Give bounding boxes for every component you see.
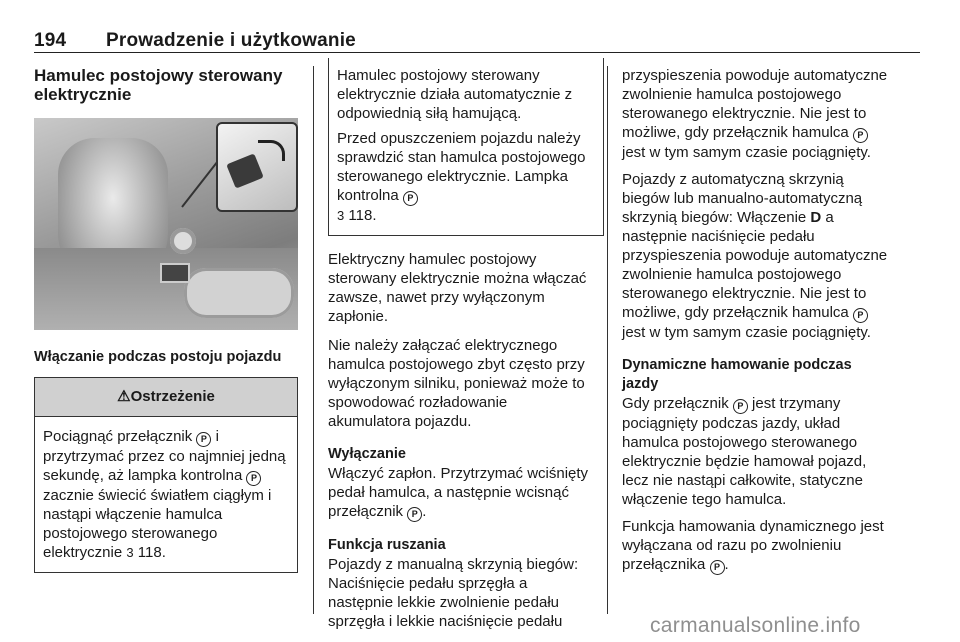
paragraph [622, 66, 890, 162]
parking-brake-icon: P [407, 507, 422, 522]
parking-brake-icon: P [733, 399, 748, 414]
page-reference[interactable]: 118. [348, 207, 377, 224]
warning-text: zacznie świecić światłem ciągłym i nastąpi włączenie hamulca postojowego sterowanego elektrycznie [43, 487, 272, 561]
paragraph [622, 170, 890, 342]
parking-brake-icon: P [196, 432, 211, 447]
paragraph [622, 517, 890, 575]
page-ref-arrow-icon: 3 [126, 545, 134, 560]
page-header [34, 30, 356, 52]
parking-brake-icon: P [853, 308, 868, 323]
paragraph-text: a następnie naciśnięcie pedału przyspieszenia powoduje automatyczne zwolnienie hamulca postojowego sterowanego elektrycznie. Nie jest to możliwe, gdy przełącznik hamulca [622, 209, 888, 321]
subheading-drive-away: Funkcja ruszania [328, 537, 446, 553]
page-reference[interactable]: 118. [137, 544, 166, 561]
paragraph [622, 394, 890, 509]
switch-detail-inset [216, 122, 298, 212]
control-knob-shape [170, 228, 196, 254]
column-1 [34, 58, 298, 573]
parking-brake-photo [34, 118, 298, 330]
figure-caption: Włączanie podczas postoju pojazdu [34, 349, 282, 365]
watermark: carmanualsonline.info [650, 614, 861, 637]
paragraph-text: Gdy przełącznik [622, 395, 733, 412]
column-3 [622, 66, 890, 585]
warning-body [35, 417, 297, 572]
header-rule [34, 52, 920, 53]
paragraph: Pojazdy z manualną skrzynią biegów: Naciśnięcie pedału sprzęgła a następnie lekkie zwolnienie pedału sprzęgła i lekkie naciśnięcie pedału [328, 556, 579, 630]
parking-brake-icon: P [853, 128, 868, 143]
parking-brake-icon: P [246, 471, 261, 486]
warning-header [35, 378, 297, 417]
gear-letter: D [810, 209, 822, 226]
column-divider-2 [607, 66, 608, 614]
paragraph-text: jest trzymany pociągnięty podczas jazdy, układ hamulca postojowego sterowanego elektrycznie będzie hamował pojazd, lecz nie nastąpi całkowite, statyczne włączenie tego hamulca. [622, 395, 867, 508]
warning-text: i przytrzymać przez co najmniej jedną sekundę, aż lampka kontrolna [43, 428, 286, 484]
info-box [328, 58, 604, 236]
paragraph-text: przyspieszenia powoduje automatyczne zwolnienie hamulca postojowego sterowanego elektrycznie. Nie jest to możliwe, gdy przełącznik hamulca [622, 67, 888, 141]
parking-brake-switch-shape [160, 263, 190, 283]
paragraph: Nie należy załączać elektrycznego hamulca postojowego zbyt często przy wyłączonym silniku, ponieważ może to spowodować rozładowanie akumulatora pojazdu. [328, 337, 585, 430]
info-text: Przed opuszczeniem pojazdu należy sprawdzić stan hamulca postojowego sterowanego elektrycznie. Lampka kontrolna [337, 130, 586, 204]
paragraph-text: jest w tym samym czasie pociągnięty. [622, 144, 871, 161]
page-number: 194 [34, 30, 67, 51]
paragraph-text: . [422, 503, 427, 520]
warning-text: Pociągnąć przełącznik [43, 428, 197, 445]
paragraph-text: Pojazdy z automatyczną skrzynią biegów lub manualno-automatyczną skrzynią biegów: Włączenie [622, 171, 863, 226]
parking-brake-icon: P [403, 191, 418, 206]
pull-arrow-icon [258, 140, 285, 161]
subheading-dynamic-braking: Dynamiczne hamowanie podczas jazdy [622, 357, 852, 392]
column-2 [328, 58, 592, 641]
subheading-release: Wyłączanie [328, 446, 406, 462]
paragraph: Elektryczny hamulec postojowy sterowany elektrycznie można włączać zawsze, nawet przy wyłączonym zapłonie. [328, 251, 587, 325]
section-title: Hamulec postojowy sterowany elektrycznie [34, 66, 283, 104]
paragraph [328, 464, 592, 522]
info-paragraph: Hamulec postojowy sterowany elektrycznie działa automatycznie z odpowiednią siłą hamującą. [337, 67, 573, 122]
parking-brake-icon: P [710, 560, 725, 575]
paragraph-text: jest w tym samym czasie pociągnięty. [622, 324, 871, 341]
column-divider-1 [313, 66, 314, 614]
page-title: Prowadzenie i użytkowanie [106, 30, 356, 51]
info-paragraph [337, 129, 595, 225]
paragraph-text: Funkcja hamowania dynamicznego jest wyłączana od razu po zwolnieniu przełącznika [622, 518, 884, 573]
paragraph-text: Włączyć zapłon. Przytrzymać wciśnięty pedał hamulca, a następnie wcisnąć przełącznik [328, 465, 589, 520]
cupholder-shape [184, 268, 294, 318]
paragraph-text: . [724, 556, 729, 573]
page-ref-arrow-icon: 3 [337, 208, 345, 223]
warning-title: Ostrzeżenie [130, 388, 215, 405]
warning-triangle-icon: ⚠ [117, 388, 131, 405]
warning-box [34, 377, 298, 573]
